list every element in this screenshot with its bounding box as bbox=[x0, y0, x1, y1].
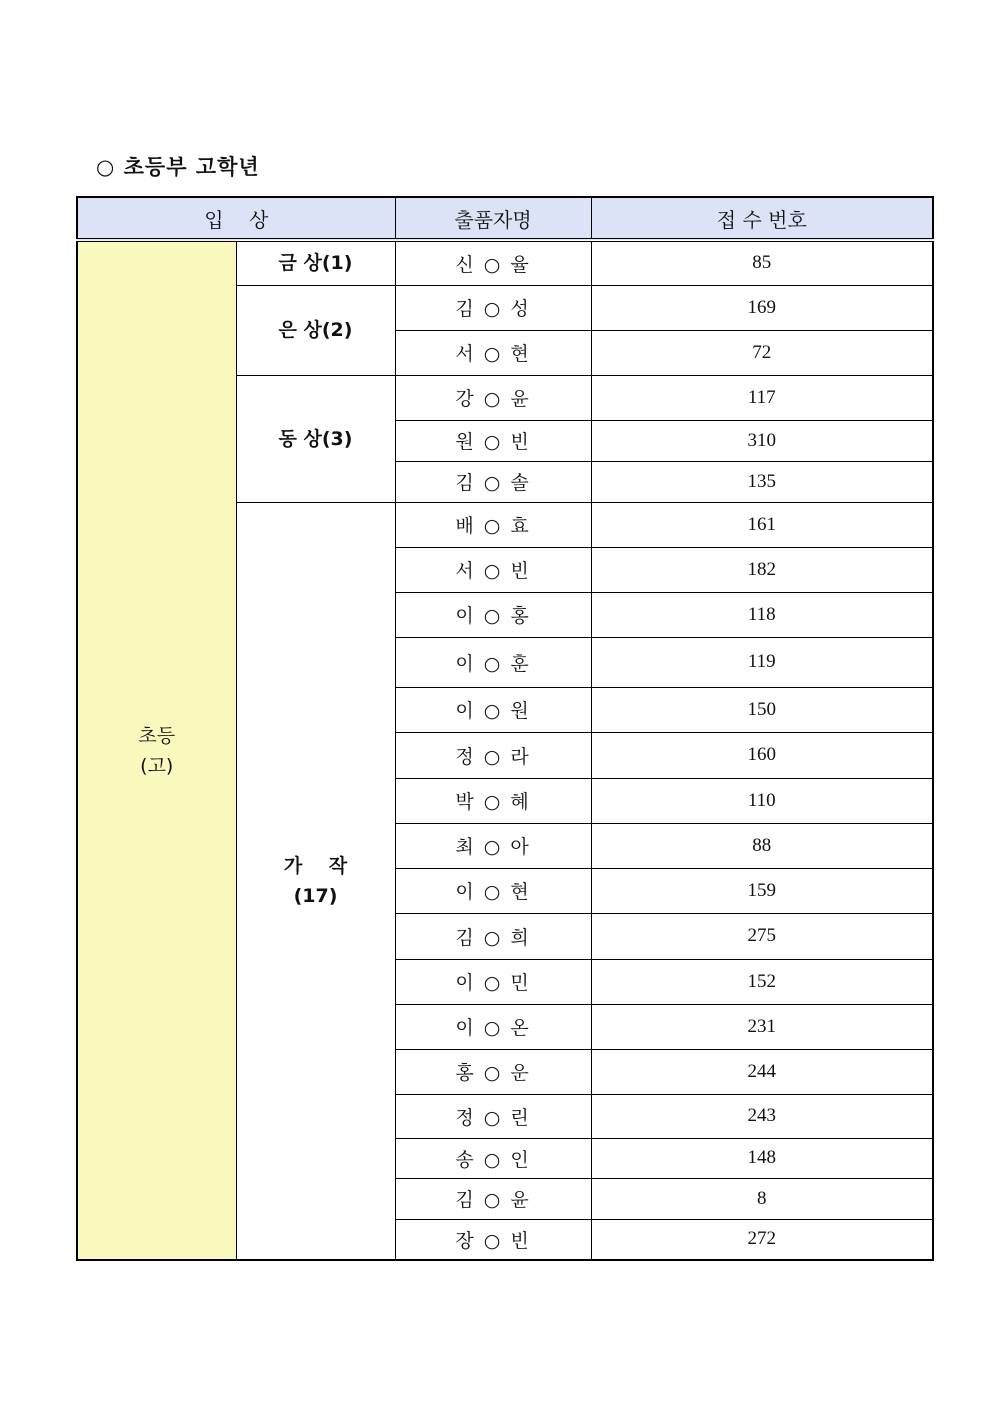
entrant-name: 원 ○ 빈 bbox=[395, 420, 591, 461]
entry-number: 88 bbox=[591, 823, 933, 868]
entrant-name: 김 ○ 성 bbox=[395, 285, 591, 330]
award-count: (17) bbox=[293, 884, 338, 907]
award-label: 은 상(2) bbox=[278, 319, 353, 341]
header-award: 입 상 bbox=[77, 197, 395, 240]
entry-number: 161 bbox=[591, 502, 933, 547]
header-name: 출품자명 bbox=[395, 197, 591, 240]
award-cell bbox=[236, 502, 395, 1260]
entry-number: 272 bbox=[591, 1219, 933, 1260]
award-cell bbox=[236, 375, 395, 502]
entry-number: 244 bbox=[591, 1049, 933, 1094]
entry-number: 118 bbox=[591, 592, 933, 637]
entrant-name: 이 ○ 온 bbox=[395, 1004, 591, 1049]
entry-number: 117 bbox=[591, 375, 933, 420]
entrant-name: 배 ○ 효 bbox=[395, 502, 591, 547]
entry-number: 231 bbox=[591, 1004, 933, 1049]
entry-number: 119 bbox=[591, 637, 933, 687]
entrant-name: 송 ○ 인 bbox=[395, 1138, 591, 1178]
entrant-name: 김 ○ 희 bbox=[395, 913, 591, 959]
entry-number: 152 bbox=[591, 959, 933, 1004]
table-row bbox=[77, 240, 933, 285]
division-label: 초등 bbox=[138, 724, 176, 747]
entrant-name: 이 ○ 홍 bbox=[395, 592, 591, 637]
award-cell bbox=[236, 240, 395, 285]
entry-number: 159 bbox=[591, 868, 933, 913]
awards-body bbox=[77, 240, 933, 1260]
entrant-name: 정 ○ 린 bbox=[395, 1094, 591, 1138]
entry-number: 182 bbox=[591, 547, 933, 592]
entrant-name: 신 ○ 율 bbox=[395, 240, 591, 285]
division-cell bbox=[77, 240, 236, 1260]
entry-number: 275 bbox=[591, 913, 933, 959]
award-label: 금 상(1) bbox=[278, 252, 353, 275]
entrant-name: 서 ○ 현 bbox=[395, 330, 591, 375]
entry-number: 85 bbox=[591, 240, 933, 285]
entrant-name: 이 ○ 현 bbox=[395, 868, 591, 913]
entrant-name: 이 ○ 원 bbox=[395, 687, 591, 732]
entry-number: 72 bbox=[591, 330, 933, 375]
award-label: 가 작 bbox=[283, 854, 348, 877]
entrant-name: 강 ○ 윤 bbox=[395, 375, 591, 420]
entry-number: 169 bbox=[591, 285, 933, 330]
entrant-name: 서 ○ 빈 bbox=[395, 547, 591, 592]
entrant-name: 김 ○ 솔 bbox=[395, 461, 591, 502]
table-header-row bbox=[77, 197, 933, 240]
entrant-name: 이 ○ 훈 bbox=[395, 637, 591, 687]
section-title: ○ 초등부 고학년 bbox=[96, 155, 260, 179]
division-sublabel: (고) bbox=[140, 754, 174, 777]
award-label: 동 상(3) bbox=[278, 427, 353, 450]
entrant-name: 박 ○ 혜 bbox=[395, 778, 591, 823]
awards-table bbox=[76, 196, 934, 1261]
entrant-name: 장 ○ 빈 bbox=[395, 1219, 591, 1260]
entry-number: 8 bbox=[591, 1178, 933, 1219]
entry-number: 310 bbox=[591, 420, 933, 461]
entrant-name: 김 ○ 윤 bbox=[395, 1178, 591, 1219]
entry-number: 135 bbox=[591, 461, 933, 502]
entry-number: 243 bbox=[591, 1094, 933, 1138]
entry-number: 110 bbox=[591, 778, 933, 823]
header-number: 접 수 번호 bbox=[591, 197, 933, 240]
entrant-name: 정 ○ 라 bbox=[395, 732, 591, 778]
entrant-name: 최 ○ 아 bbox=[395, 823, 591, 868]
entry-number: 148 bbox=[591, 1138, 933, 1178]
entrant-name: 이 ○ 민 bbox=[395, 959, 591, 1004]
award-cell bbox=[236, 285, 395, 375]
entry-number: 160 bbox=[591, 732, 933, 778]
entrant-name: 홍 ○ 운 bbox=[395, 1049, 591, 1094]
entry-number: 150 bbox=[591, 687, 933, 732]
